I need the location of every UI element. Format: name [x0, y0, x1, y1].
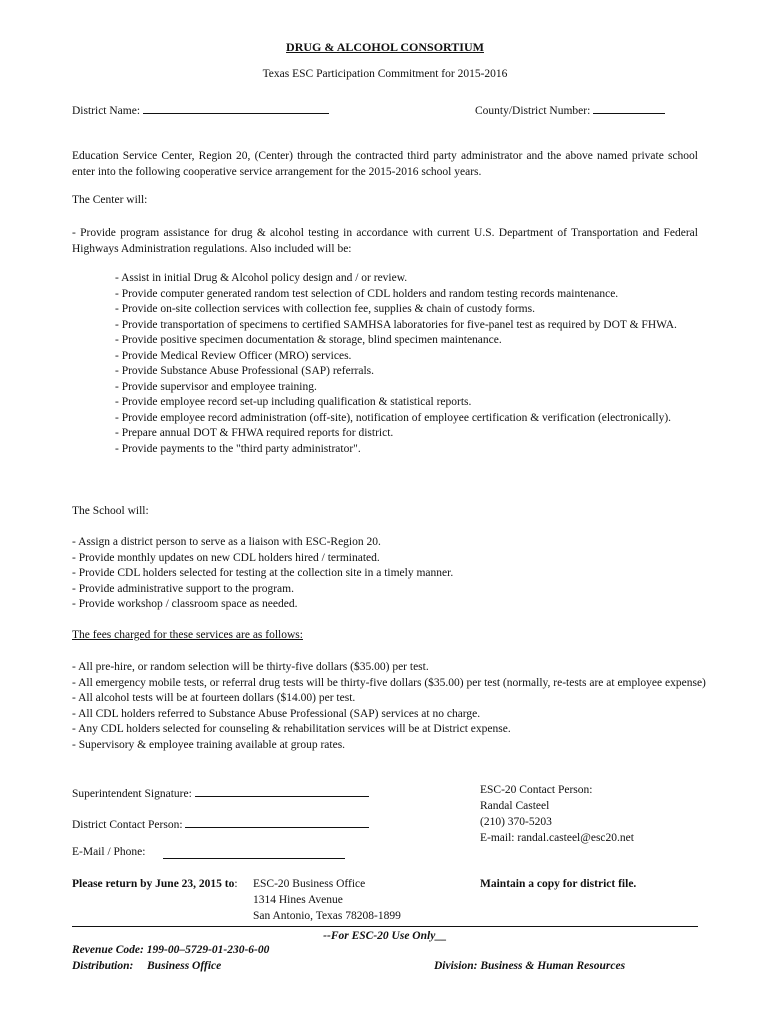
- distribution-value: Business Office: [147, 960, 222, 972]
- email-phone-line[interactable]: [163, 846, 345, 859]
- district-contact-line[interactable]: [185, 815, 369, 828]
- center-items-list: [115, 271, 677, 457]
- list-item: - Assist in initial Drug & Alcohol policy design and / or review.: [115, 272, 408, 284]
- list-item: - Supervisory & employee training available at group rates.: [72, 738, 346, 751]
- list-item: - Provide employee record administration (off-site), notification of employee certification & verification (electronically).: [115, 411, 672, 424]
- fees-items-list: [72, 660, 706, 753]
- list-item: - Provide CDL holders selected for testing at the collection site in a timely manner.: [72, 567, 454, 579]
- list-item: - Assign a district person to serve as a liaison with ESC-Region 20.: [72, 536, 381, 548]
- document-title: DRUG & ALCOHOL CONSORTIUM: [286, 40, 484, 54]
- list-item: - Provide employee record set-up including qualification & statistical reports.: [115, 396, 472, 408]
- list-item: - Provide supervisor and employee training.: [115, 380, 317, 393]
- list-item: - All pre-hire, or random selection will be thirty-five dollars ($35.00) per test.: [72, 661, 429, 673]
- contact-label: ESC-20 Contact Person:: [480, 784, 593, 796]
- return-by-colon: :: [234, 878, 238, 890]
- list-item: - Provide workshop / classroom space as needed.: [72, 598, 298, 610]
- list-item: - Prepare annual DOT & FHWA required reports for district.: [115, 427, 394, 439]
- district-name-label: District Name:: [72, 105, 141, 117]
- division-label: Division: Business & Human Resources: [434, 960, 626, 972]
- distribution-label: Distribution:: [72, 960, 134, 972]
- contact-phone: (210) 370-5203: [480, 816, 552, 828]
- document-subtitle: Texas ESC Participation Commitment for 2015-2016: [262, 68, 508, 80]
- district-contact-label: District Contact Person:: [72, 819, 183, 831]
- list-item: - Provide payments to the "third party administrator".: [115, 442, 361, 455]
- district-name-field: [72, 101, 329, 117]
- list-item: - Provide positive specimen documentation & storage, blind specimen maintenance.: [115, 334, 502, 346]
- return-street: 1314 Hines Avenue: [253, 894, 343, 906]
- county-district-number-line[interactable]: [593, 101, 665, 114]
- maintain-copy-note: Maintain a copy for district file.: [480, 878, 637, 890]
- return-city: San Antonio, Texas 78208-1899: [253, 910, 401, 922]
- list-item: - Provide administrative support to the program.: [72, 582, 294, 595]
- district-contact-field: [72, 815, 369, 831]
- district-name-line[interactable]: [143, 101, 329, 114]
- list-item: - Provide computer generated random test selection of CDL holders and random testing records maintenance.: [115, 287, 619, 300]
- esc-use-only-label: --For ESC-20 Use Only__: [323, 930, 447, 942]
- superintendent-signature-line[interactable]: [195, 784, 369, 797]
- return-office: ESC-20 Business Office: [253, 878, 366, 890]
- contact-email: E-mail: randal.casteel@esc20.net: [480, 832, 634, 844]
- list-item: - Any CDL holders selected for counseling & rehabilitation services will be at District expense.: [72, 723, 511, 735]
- county-district-number-field: [475, 101, 665, 117]
- footer-divider: [72, 926, 698, 927]
- fees-heading: The fees charged for these services are as follows:: [72, 629, 303, 641]
- school-heading: The School will:: [72, 505, 149, 517]
- list-item: - Provide Medical Review Officer (MRO) services.: [115, 349, 352, 362]
- superintendent-signature-label: Superintendent Signature:: [72, 788, 192, 800]
- email-phone-field: [72, 846, 145, 858]
- list-item: - All emergency mobile tests, or referral drug tests will be thirty-five dollars ($35.00) per test (normally, re-tests are at employee expense): [72, 676, 706, 689]
- list-item: - Provide transportation of specimens to certified SAMHSA laboratories for five-panel test as required by DOT & FHWA.: [115, 318, 677, 331]
- center-heading: The Center will:: [72, 194, 148, 206]
- superintendent-signature-field: [72, 784, 369, 800]
- contact-name: Randal Casteel: [480, 800, 550, 812]
- school-items-list: [72, 535, 453, 613]
- list-item: - All CDL holders referred to Substance Abuse Professional (SAP) services at no charge.: [72, 707, 481, 720]
- return-by-text: Please return by June 23, 2015 to: [72, 878, 235, 890]
- intro-paragraph: Education Service Center, Region 20, (Center) through the contracted third party administrator and the above named private school enter into the following cooperative service arrangement for the 2015-2016 school years.: [72, 150, 698, 178]
- revenue-code: Revenue Code: 199-00–5729-01-230-6-00: [72, 944, 270, 956]
- county-district-number-label: County/District Number:: [475, 105, 591, 117]
- list-item: - Provide Substance Abuse Professional (SAP) referrals.: [115, 365, 375, 377]
- email-phone-label: E-Mail / Phone:: [72, 846, 146, 858]
- list-item: - All alcohol tests will be at fourteen dollars ($14.00) per test.: [72, 692, 356, 704]
- list-item: - Provide monthly updates on new CDL holders hired / terminated.: [72, 551, 380, 564]
- list-item: - Provide on-site collection services with collection fee, supplies & chain of custody forms.: [115, 303, 535, 315]
- return-by-label: [72, 878, 238, 890]
- center-lead-paragraph: - Provide program assistance for drug & alcohol testing in accordance with current U.S. Department of Transportation and Federal Highways Administration regulations. Also included will be:: [72, 227, 698, 255]
